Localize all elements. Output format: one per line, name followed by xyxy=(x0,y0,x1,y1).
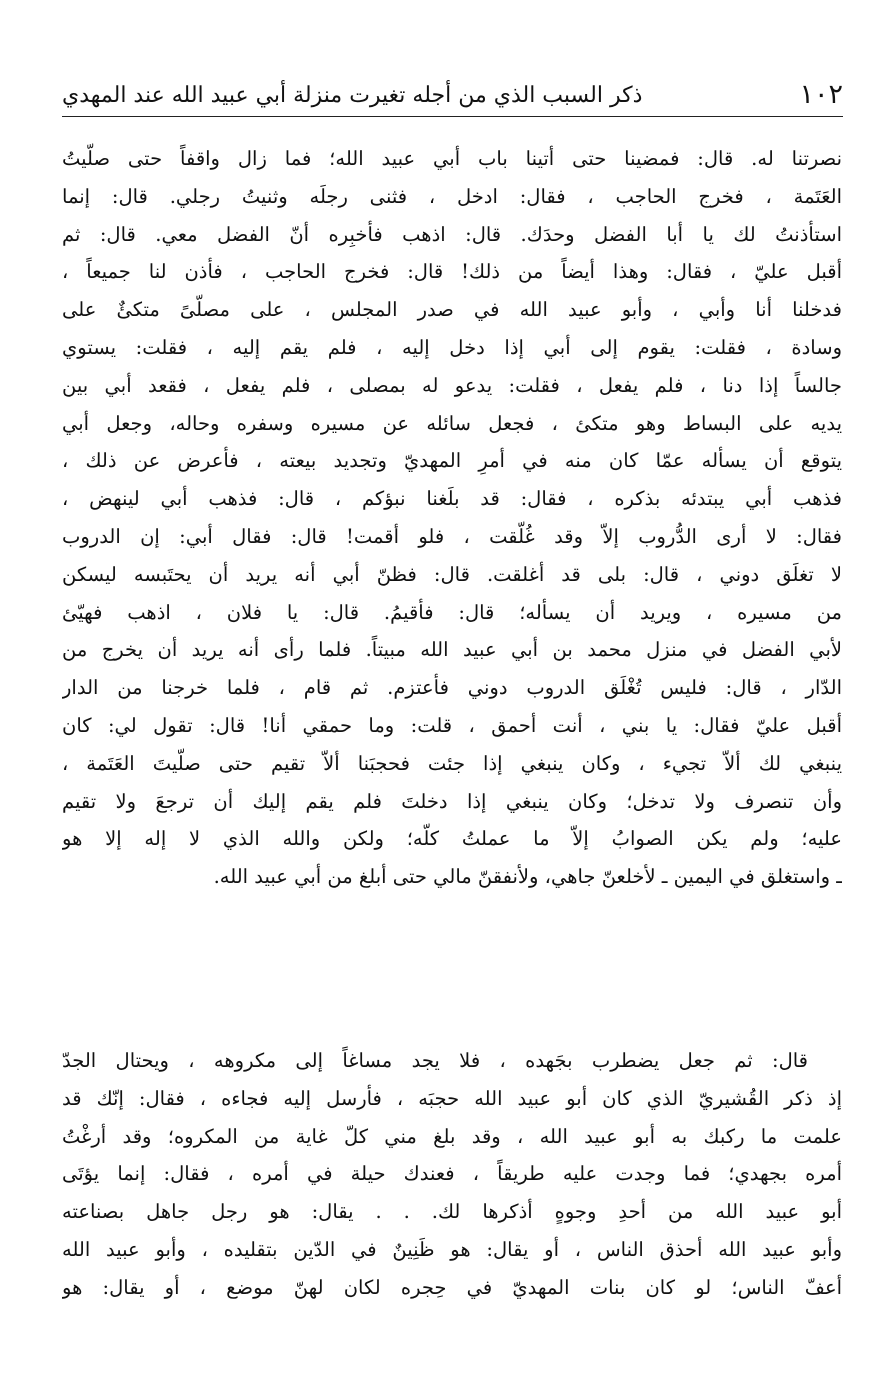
text-line: جالساً إذا دنا ، فلم يفعل ، فقلت: يدعو له بمصلى ، فلم يفعل ، فقعد أبي بين xyxy=(62,373,842,397)
text-line: عليه؛ ولم يكن الصوابُ إلاّ ما عملتُ كلّه؛ ولكن والله الذي لا إله إلا هو xyxy=(62,827,842,851)
text-line: من مسيره ، ويريد أن يسأله؛ قال: فأقيمُ. قال: يا فلان ، اذهب فهيّئ xyxy=(62,600,842,624)
running-header-title: ذكر السبب الذي من أجله تغيرت منزلة أبي عبيد الله عند المهدي xyxy=(62,83,643,108)
text-line: قال: ثم جعل يضطرب بجَهده ، فلا يجد مساغاً إلى مكروهه ، ويحتال الجدّ xyxy=(62,1049,808,1072)
paragraph-1 xyxy=(62,140,842,896)
text-line: أقبل عليّ فقال: يا بني ، أنت أحمق ، قلت: وما حمقي أنا! قال: تقول لي: كان xyxy=(62,713,842,737)
text-line: نصرتنا له. قال: فمضينا حتى أتينا باب أبي عبيد الله؛ فما زال واقفاً حتى صلّيتُ xyxy=(62,147,842,170)
text-line: فقال: لا أرى الدُّروب إلاّ وقد غُلّقت ، فلو أقمت! قال: فقال أبي: إن الدروب xyxy=(62,524,842,548)
text-line: علمت ما ركبك به أبو عبيد الله ، وقد بلغ مني كلّ غاية من المكروه؛ وقد أرغْتُ xyxy=(62,1124,842,1148)
text-line: العَتَمة ، فخرج الحاجب ، فقال: ادخل ، فثنى رجلَه وثنيتُ رجلي. قال: إنما xyxy=(62,184,842,208)
page-number: ١٠٢ xyxy=(799,79,843,110)
text-line: يديه على البساط وهو متكئ ، فجعل سائله عن مسيره وسفره وحاله، وجعل أبي xyxy=(62,411,842,435)
text-line: الدّار ، قال: فليس تُغْلَق الدروب دوني فأعتزم. ثم قام ، فلما خرجنا من الدار xyxy=(62,676,842,700)
text-line: أعفّ الناس؛ لو كان بنات المهديّ في حِجره لكان لهنّ موضع ، أو يقال: هو xyxy=(62,1275,842,1299)
text-line: ينبغي لك ألاّ تجيء ، وكان ينبغي إذا جئت فحجبَنا ألاّ تقيم حتى صلّيتَ العَتَمة ، xyxy=(62,751,842,775)
header-rule xyxy=(62,116,843,117)
text-line: أقبل عليّ ، فقال: وهذا أيضاً من ذلك! قال: فخرج الحاجب ، فأذن لنا جميعاً ، xyxy=(62,260,842,284)
text-line: يتوقع أن يسأله عمّا كان منه في أمرِ المهديّ وتجديد بيعته ، فأعرض عن ذلك ، xyxy=(62,449,842,473)
text-line: فذهب أبي يبتدئه بذكره ، فقال: قد بلَغنا نبؤكم ، قال: فذهب أبي لينهض ، xyxy=(62,487,842,511)
text-line: إذ ذكر القُشيريّ الذي كان أبو عبيد الله حجبَه ، فأرسل إليه فجاءه ، فقال: إنّك قد xyxy=(62,1086,842,1110)
text-line: وأبو عبيد الله أحذق الناس ، أو يقال: هو ظَنِينٌ في الدّين بتقليده ، وأبو عبيد الله xyxy=(62,1237,842,1261)
text-line: لا تغلَق دوني ، قال: بلى قد أغلقت. قال: فظنّ أبي أنه يريد أن يحتَبسه ليسكن xyxy=(62,562,842,586)
running-header xyxy=(62,78,843,118)
text-line: وأن تنصرف ولا تدخل؛ وكان ينبغي إذا دخلتَ فلم يقم إليك أن ترجعَ ولا تقيم xyxy=(62,789,842,813)
text-line: فدخلنا أنا وأبي ، وأبو عبيد الله في صدر المجلس ، على مصلّىً متكئٌ على xyxy=(62,298,842,322)
text-line: لأبي الفضل في منزل محمد بن أبي عبيد الله مبيتاً. فلما رأى أنه يريد أن يخرج من xyxy=(62,638,842,662)
text-line: استأذنتُ لك يا أبا الفضل وحدَك. قال: اذهب فأخبِره أنّ الفضل معي. قال: ثم xyxy=(62,222,842,246)
text-line: ـ واستغلق في اليمين ـ لأخلعنّ جاهي، ولأنفقنّ مالي حتى أبلغ من أبي عبيد الله. xyxy=(213,865,842,889)
text-line: وسادة ، فقلت: يقوم إلى أبي إذا دخل إليه ، فلم يقم إليه ، فقلت: يستوي xyxy=(62,335,842,359)
text-line: أمره بجهدي؛ فما وجدت عليه طريقاً ، فعندك حيلة في أمره ، فقال: إنما يؤتَى xyxy=(62,1162,842,1186)
paragraph-2 xyxy=(62,1042,842,1307)
text-line: أبو عبيد الله من أحدِ وجوهٍ أذكرها لك. . . يقال: هو رجل جاهل بصناعته xyxy=(62,1200,842,1224)
